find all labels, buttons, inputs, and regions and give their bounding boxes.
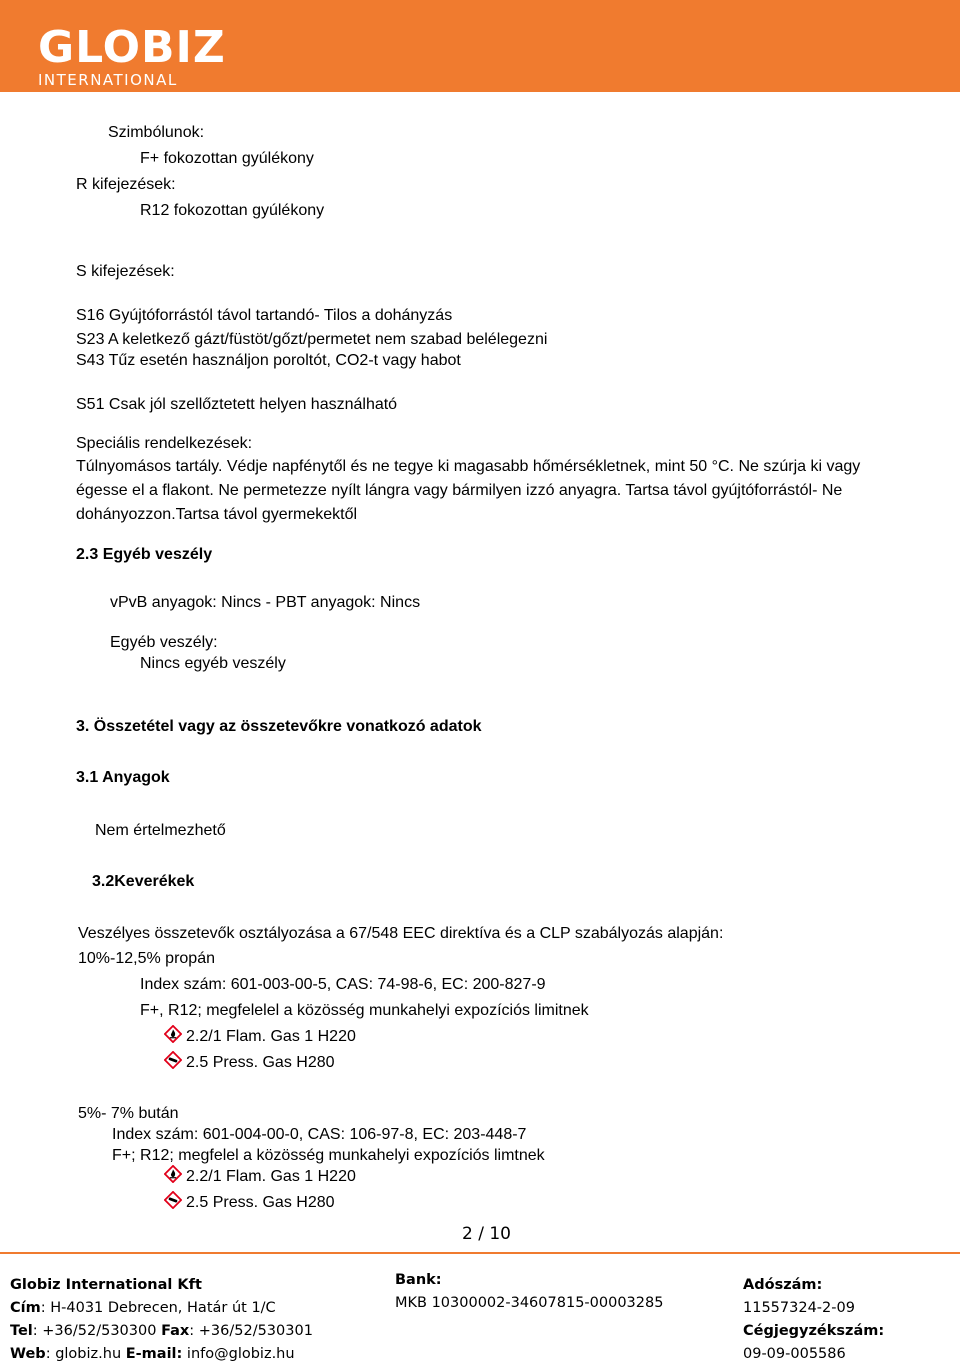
- other-hazard-heading: Egyéb veszély:: [110, 634, 218, 651]
- s-phrase-s43: S43 Tűz esetén használjon poroltót, CO2-t vagy habot: [76, 352, 461, 369]
- butane-hazard-press: 2.5 Press. Gas H280: [186, 1194, 335, 1211]
- footer-web-label: Web: [10, 1346, 46, 1362]
- footer-email-label: E-mail:: [125, 1346, 183, 1362]
- propane-classification: F+, R12; megfelelel a közösség munkahelyi expozíciós limitnek: [140, 1002, 589, 1019]
- flame-pictogram-icon: [164, 1025, 182, 1043]
- special-heading: Speciális rendelkezések:: [76, 435, 253, 452]
- footer-company: Globiz International Kft: [10, 1277, 202, 1293]
- section-2-3-heading: 2.3 Egyéb veszély: [76, 546, 213, 563]
- logo-subtext: INTERNATIONAL: [38, 71, 178, 89]
- propane-index: Index szám: 601-003-00-5, CAS: 74-98-6, EC: 200-827-9: [140, 976, 546, 993]
- footer-bank-value: MKB 10300002-34607815-00003285: [395, 1295, 664, 1311]
- footer-reg-label: Cégjegyzékszám:: [743, 1323, 885, 1339]
- butane-hazard-flam: 2.2/1 Flam. Gas 1 H220: [186, 1168, 356, 1185]
- s-phrase-s51: S51 Csak jól szellőztetett helyen használható: [76, 396, 398, 413]
- r-phrases-value: R12 fokozottan gyúlékony: [140, 202, 325, 219]
- footer-address-label: Cím: [10, 1300, 41, 1316]
- footer-web: [10, 1345, 295, 1363]
- footer-phone: [10, 1322, 313, 1340]
- page-number: 2 / 10: [462, 1224, 511, 1244]
- footer-tel-label: Tel: [10, 1323, 33, 1339]
- footer-tel-value: : +36/52/530300: [32, 1323, 162, 1339]
- vpvb-text: vPvB anyagok: Nincs - PBT anyagok: Nincs: [110, 594, 421, 611]
- symbols-value: F+ fokozottan gyúlékony: [140, 150, 314, 167]
- footer-email-value: info@globiz.hu: [182, 1346, 295, 1362]
- section-3-2-heading: 3.2Keverékek: [92, 873, 195, 890]
- gas-cylinder-pictogram-icon: [164, 1191, 182, 1209]
- section-3-1-heading: 3.1 Anyagok: [76, 769, 170, 786]
- section-3-heading: 3. Összetétel vagy az összetevőkre vonatkozó adatok: [76, 718, 482, 735]
- footer-divider: [0, 1252, 960, 1254]
- footer-address: [10, 1299, 276, 1317]
- s-phrases-heading: S kifejezések:: [76, 263, 175, 280]
- s-phrase-s16: S16 Gyújtóforrástól távol tartandó- Tilos a dohányzás: [76, 307, 453, 324]
- special-line-1: Túlnyomásos tartály. Védje napfénytől és ne tegye ki magasabb hőmérsékletnek, mint 50 °C. Ne szúrja ki vagy: [76, 458, 861, 475]
- footer-reg-value: 09-09-005586: [743, 1346, 846, 1362]
- butane-title: 5%- 7% bután: [78, 1105, 179, 1122]
- footer-fax-value: : +36/52/530301: [189, 1323, 313, 1339]
- propane-hazard-flam: 2.2/1 Flam. Gas 1 H220: [186, 1028, 356, 1045]
- propane-hazard-press: 2.5 Press. Gas H280: [186, 1054, 335, 1071]
- mixture-intro: Veszélyes összetevők osztályozása a 67/548 EEC direktíva és a CLP szabályozás alapján:: [78, 925, 724, 942]
- propane-title: 10%-12,5% propán: [78, 950, 215, 967]
- footer-bank-label: Bank:: [395, 1272, 442, 1288]
- r-phrases-heading: R kifejezések:: [76, 176, 176, 193]
- footer-web-value: : globiz.hu: [45, 1346, 126, 1362]
- footer-tax-label: Adószám:: [743, 1277, 823, 1293]
- symbols-heading: Szimbólunok:: [108, 124, 205, 141]
- s-phrase-s23: S23 A keletkező gázt/füstöt/gőzt/permetet nem szabad belélegezni: [76, 331, 548, 348]
- other-hazard-value: Nincs egyéb veszély: [140, 655, 286, 672]
- section-3-1-value: Nem értelmezhető: [95, 822, 226, 839]
- logo-text: GLOBIZ: [38, 22, 226, 73]
- special-line-3: dohányozzon.Tartsa távol gyermekektől: [76, 506, 358, 523]
- butane-index: Index szám: 601-004-00-0, CAS: 106-97-8, EC: 203-448-7: [112, 1126, 527, 1143]
- footer-fax-label: Fax: [161, 1323, 190, 1339]
- flame-pictogram-icon: [164, 1165, 182, 1183]
- footer-tax-value: 11557324-2-09: [743, 1300, 855, 1316]
- footer-address-value: : H-4031 Debrecen, Határ út 1/C: [40, 1300, 276, 1316]
- butane-classification: F+; R12; megfelel a közösség munkahelyi expozíciós limtnek: [112, 1147, 545, 1164]
- gas-cylinder-pictogram-icon: [164, 1051, 182, 1069]
- special-line-2: égesse el a flakont. Ne permetezze nyílt lángra vagy bármilyen izzó anyagra. Tartsa távol gyújtóforrástól- Ne: [76, 482, 843, 499]
- header-band: [0, 0, 960, 92]
